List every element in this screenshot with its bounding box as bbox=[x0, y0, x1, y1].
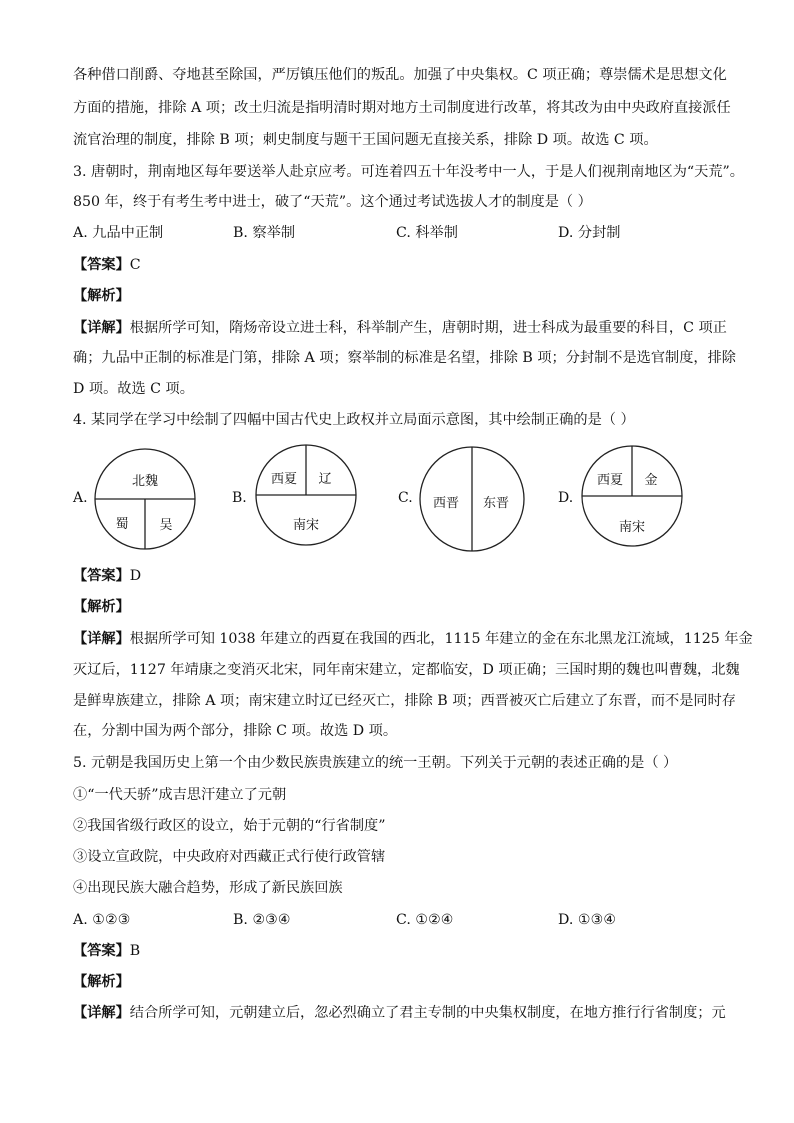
q3-option-a: A. 九品中正制 bbox=[73, 225, 164, 241]
q3-answer-label: 【答案】 bbox=[73, 257, 130, 273]
q5-option-d: D. ①③④ bbox=[558, 912, 617, 928]
q4-diagram-a-label: A. bbox=[73, 490, 88, 506]
q5-statement-1: ①“一代天骄”成吉思汗建立了元朝 bbox=[73, 787, 287, 803]
q4-b-region-2: 辽 bbox=[318, 472, 332, 487]
q3-detail-label: 【详解】 bbox=[73, 320, 130, 336]
intro-line-3: 流官治理的制度，排除 B 项；刺史制度与题干王国问题无直接关系，排除 D 项。故选 C 项。 bbox=[73, 132, 658, 148]
q3-detail-line-3: D 项。故选 C 项。 bbox=[73, 381, 194, 397]
q4-stem: 4. 某同学在学习中绘制了四幅中国古代史上政权并立局面示意图，其中绘制正确的是（ ） bbox=[73, 412, 635, 428]
q5-statement-4: ④出现民族大融合趋势，形成了新民族回族 bbox=[73, 880, 343, 896]
q3-detail-text-1: 根据所学可知，隋炀帝设立进士科，科举制产生，唐朝时期，进士科成为最重要的科目，C 项正 bbox=[129, 320, 727, 336]
q4-a-region-1: 北魏 bbox=[131, 474, 159, 489]
q4-diagram-c-label: C. bbox=[398, 490, 413, 506]
q4-b-region-3: 南宋 bbox=[292, 518, 320, 533]
q3-answer-value: C bbox=[129, 257, 141, 273]
q5-statement-2: ②我国省级行政区的设立，始于元朝的“行省制度” bbox=[73, 818, 386, 834]
q5-detail-line-1 bbox=[73, 1004, 726, 1022]
q3-stem-line-1: 3. 唐朝时，荆南地区每年要送举人赴京应考。可连着四五十年没考中一人，于是人们视荆南地区为“天荒”。 bbox=[73, 164, 744, 180]
q3-option-d: D. 分封制 bbox=[558, 225, 621, 241]
q5-option-a: A. ①②③ bbox=[73, 912, 131, 928]
q4-c-region-1: 西晋 bbox=[432, 496, 460, 511]
q5-answer bbox=[73, 942, 140, 960]
q4-diagram-d-label: D. bbox=[558, 490, 574, 506]
intro-line-1: 各种借口削爵、夺地甚至除国，严厉镇压他们的叛乱。加强了中央集权。C 项正确；尊崇儒术是思想文化 bbox=[73, 67, 727, 83]
intro-line-2: 方面的措施，排除 A 项；改土归流是指明清时期对地方土司制度进行改革，将其改为由中央政府直接派任 bbox=[73, 100, 731, 116]
q4-a-region-2: 蜀 bbox=[115, 517, 129, 532]
q4-b-region-1: 西夏 bbox=[270, 472, 298, 487]
q5-option-b: B. ②③④ bbox=[233, 912, 291, 928]
q4-answer-value: D bbox=[129, 568, 142, 584]
q5-detail-label: 【详解】 bbox=[73, 1005, 130, 1021]
q5-detail-text-1: 结合所学可知，元朝建立后，忽必烈确立了君主专制的中央集权制度，在地方推行行省制度；元 bbox=[129, 1005, 726, 1021]
q5-analysis-label: 【解析】 bbox=[73, 974, 130, 990]
q4-d-region-2: 金 bbox=[644, 473, 658, 488]
q4-d-region-1: 西夏 bbox=[596, 473, 624, 488]
q4-diagram-a bbox=[94, 447, 196, 555]
q4-detail-line-3: 是鲜卑族建立，排除 A 项；南宋建立时辽已经灭亡，排除 B 项；西晋被灭亡后建立了东晋，而不是同时存 bbox=[73, 693, 736, 709]
q5-answer-value: B bbox=[129, 943, 141, 959]
q5-option-c: C. ①②④ bbox=[396, 912, 454, 928]
q5-stem: 5. 元朝是我国历史上第一个由少数民族贵族建立的统一王朝。下列关于元朝的表述正确的是（ ） bbox=[73, 755, 678, 771]
q5-statement-3: ③设立宣政院，中央政府对西藏正式行使行政管辖 bbox=[73, 849, 386, 865]
q3-analysis-label: 【解析】 bbox=[73, 288, 130, 304]
q4-d-region-3: 南宋 bbox=[618, 520, 646, 535]
q3-detail-line-2: 确；九品中正制的标准是门第，排除 A 项；察举制的标准是名望，排除 B 项；分封制不是选官制度，排除 bbox=[73, 350, 736, 366]
q4-detail-line-4: 在，分割中国为两个部分，排除 C 项。故选 D 项。 bbox=[73, 723, 398, 739]
q4-diagram-c bbox=[419, 444, 525, 558]
q4-detail-label: 【详解】 bbox=[73, 631, 130, 647]
q4-answer bbox=[73, 567, 141, 585]
q5-answer-label: 【答案】 bbox=[73, 943, 130, 959]
q4-c-region-2: 东晋 bbox=[482, 496, 510, 511]
q4-detail-line-2: 灭辽后，1127 年靖康之变消灭北宋，同年南宋建立，定都临安，D 项正确；三国时期的魏也叫曹魏，北魏 bbox=[73, 662, 740, 678]
q4-detail-line-1 bbox=[73, 630, 753, 648]
q4-analysis-label: 【解析】 bbox=[73, 599, 130, 615]
q4-diagram-d bbox=[581, 444, 683, 552]
q4-a-region-3: 吴 bbox=[159, 518, 173, 533]
q4-diagram-b bbox=[255, 443, 357, 551]
q4-diagram-b-label: B. bbox=[232, 490, 247, 506]
q4-detail-text-1: 根据所学可知 1038 年建立的西夏在我国的西北，1115 年建立的金在东北黑龙江流域，1125 年金 bbox=[129, 631, 753, 647]
q3-answer bbox=[73, 256, 141, 274]
q4-answer-label: 【答案】 bbox=[73, 568, 130, 584]
q3-option-b: B. 察举制 bbox=[233, 225, 296, 241]
q3-option-c: C. 科举制 bbox=[396, 225, 458, 241]
q3-detail-line-1 bbox=[73, 319, 727, 337]
q3-stem-line-2: 850 年，终于有考生考中进士，破了“天荒”。这个通过考试选拔人才的制度是（ ） bbox=[73, 194, 592, 210]
